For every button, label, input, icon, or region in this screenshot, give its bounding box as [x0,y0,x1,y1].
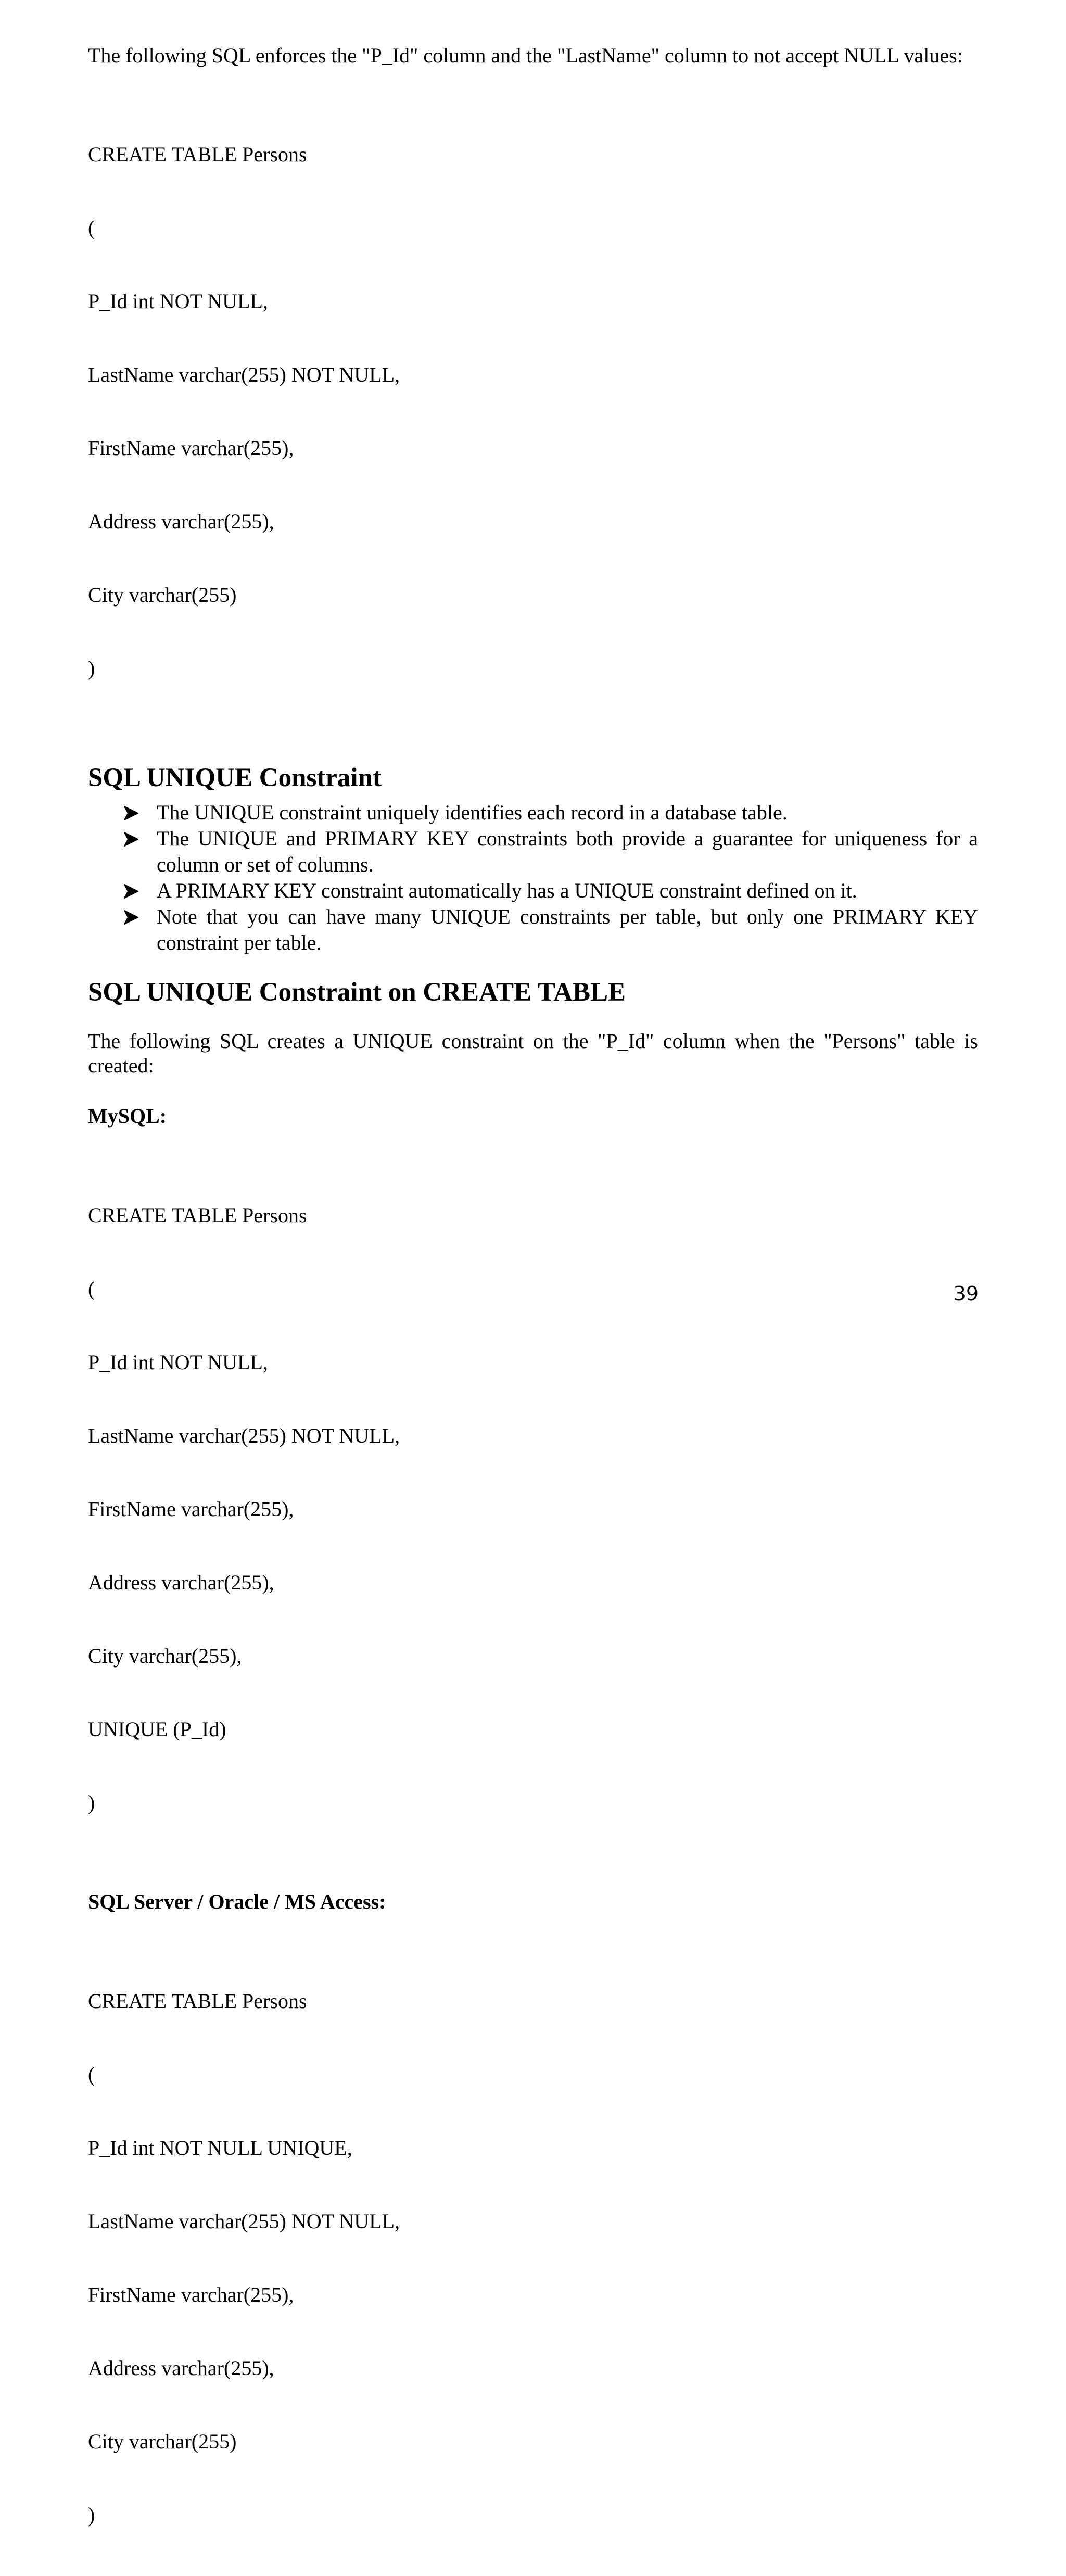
list-item [88,878,978,904]
list-item [88,800,978,826]
code-line: ( [88,1277,95,1300]
bullet-text: A PRIMARY KEY constraint automatically has a UNIQUE constraint defined on it. [157,879,857,902]
create-intro-paragraph: The following SQL creates a UNIQUE constraint on the "P_Id" column when the "Persons" table is created: [88,1029,978,1077]
arrowhead-bullet-icon [122,878,141,904]
code-line: ) [88,656,95,680]
code-line: P_Id int NOT NULL UNIQUE, [88,2136,352,2160]
code-line: P_Id int NOT NULL, [88,289,268,313]
section-heading-unique: SQL UNIQUE Constraint [88,763,382,792]
code-line: City varchar(255) [88,583,237,607]
bullet-text: The UNIQUE constraint uniquely identifies each record in a database table. [157,801,788,824]
bullet-list [88,800,978,956]
code-line: P_Id int NOT NULL, [88,1350,268,1374]
code-line: Address varchar(255), [88,2356,274,2380]
code-block-mysql [88,1154,978,1864]
arrowhead-bullet-icon [122,904,141,930]
code-line: LastName varchar(255) NOT NULL, [88,363,400,386]
document-page [88,43,978,2576]
code-line: CREATE TABLE Persons [88,1204,307,1227]
bullet-text: The UNIQUE and PRIMARY KEY constraints both provide a guarantee for uniqueness for a column or set of columns. [157,827,978,876]
arrowhead-bullet-icon [122,800,141,826]
code-line: ( [88,2063,95,2086]
code-line: Address varchar(255), [88,510,274,533]
code-line: CREATE TABLE Persons [88,143,307,166]
code-line: FirstName varchar(255), [88,1497,294,1521]
list-item [88,904,978,956]
section-heading-create-table: SQL UNIQUE Constraint on CREATE TABLE [88,978,626,1007]
code-line: City varchar(255) [88,2430,237,2453]
code-line: LastName varchar(255) NOT NULL, [88,2209,400,2233]
code-line: FirstName varchar(255), [88,436,294,460]
code-line: LastName varchar(255) NOT NULL, [88,1424,400,1447]
code-line: ) [88,2503,95,2527]
code-line: ( [88,216,95,239]
intro-paragraph: The following SQL enforces the "P_Id" column and the "LastName" column to not accept NULL values: [88,44,963,67]
list-item [88,826,978,878]
code-line: FirstName varchar(255), [88,2283,294,2306]
sql-server-label: SQL Server / Oracle / MS Access: [88,1890,386,1913]
code-block-not-null [88,93,978,729]
arrowhead-bullet-icon [122,826,141,852]
code-line: CREATE TABLE Persons [88,1989,307,2013]
code-line: ) [88,1791,95,1814]
code-line: UNIQUE (P_Id) [88,1718,226,1741]
code-line: City varchar(255), [88,1644,242,1668]
bullet-text: Note that you can have many UNIQUE constraints per table, but only one PRIMARY KEY constraint per table. [157,905,978,954]
code-line: Address varchar(255), [88,1571,274,1594]
page-number: 39 [953,1282,979,1305]
mysql-label: MySQL: [88,1104,167,1128]
code-block-sql-server [88,1940,978,2576]
